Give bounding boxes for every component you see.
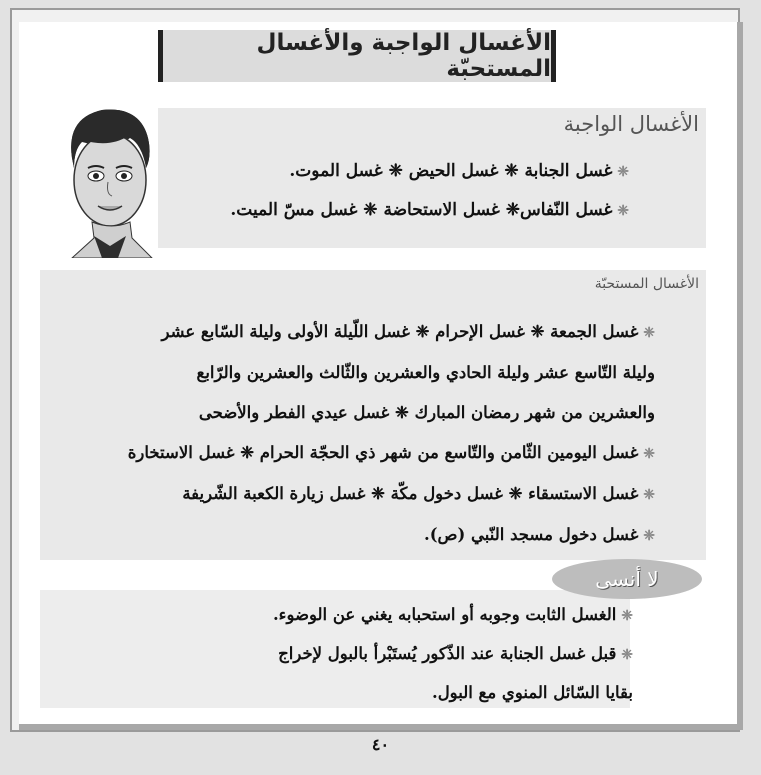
reminder-label: لا أنسى: [595, 567, 659, 591]
star-bullet-icon: ❈: [612, 203, 629, 219]
list-item: ❈ غسل اليومين الثّامن والتّاسع من شهر ذي الحجّة الحرام ❈ غسل الاستخارة: [127, 443, 655, 462]
page-title: الأغسال الواجبة والأغسال المستحبّة: [256, 30, 551, 82]
title-box: [158, 30, 556, 82]
reminder-badge: [552, 559, 702, 599]
star-bullet-icon: ❈: [638, 487, 655, 503]
star-bullet-icon: ❈: [638, 528, 655, 544]
list-item: وليلة التّاسع عشر وليلة الحادي والعشرين والثّالث والعشرين والرّابع: [196, 363, 655, 382]
boy-illustration: [52, 98, 164, 258]
star-bullet-icon: ❈: [638, 446, 655, 462]
star-bullet-icon: ❈: [638, 325, 655, 341]
page-number: ٤٠: [371, 735, 390, 754]
star-bullet-icon: ❈: [616, 647, 633, 663]
list-item: بقايا السّائل المنوي مع البول.: [431, 683, 633, 702]
list-item: ❈ الغسل الثابت وجوبه أو استحبابه يغني عن الوضوء.: [272, 605, 633, 624]
star-bullet-icon: ❈: [616, 608, 633, 624]
obligatory-list: [230, 152, 629, 230]
recommended-heading: الأغسال المستحبّة: [594, 276, 699, 292]
list-item: ❈ غسل الجنابة ❈ غسل الحيض ❈ غسل الموت.: [289, 161, 629, 181]
list-item: ❈ قبل غسل الجنابة عند الذّكور يُستَبْرأ بالبول لإخراج: [278, 644, 633, 663]
list-item: ❈ غسل الجمعة ❈ غسل الإحرام ❈ غسل اللّيلة الأولى وليلة السّابع عشر: [161, 322, 655, 341]
recommended-list: [128, 312, 655, 556]
reminder-list: [273, 596, 633, 712]
list-item: ❈ غسل النّفاس❈ غسل الاستحاضة ❈ غسل مسّ الميت.: [230, 200, 629, 220]
obligatory-heading: الأغسال الواجبة: [563, 112, 699, 136]
list-item: ❈ غسل دخول مسجد النّبي (ص).: [424, 525, 655, 544]
star-bullet-icon: ❈: [612, 164, 629, 180]
list-item: ❈ غسل الاستسقاء ❈ غسل دخول مكّة ❈ غسل زيارة الكعبة الشّريفة: [182, 484, 655, 503]
list-item: والعشرين من شهر رمضان المبارك ❈ غسل عيدي الفطر والأضحى: [198, 403, 655, 422]
